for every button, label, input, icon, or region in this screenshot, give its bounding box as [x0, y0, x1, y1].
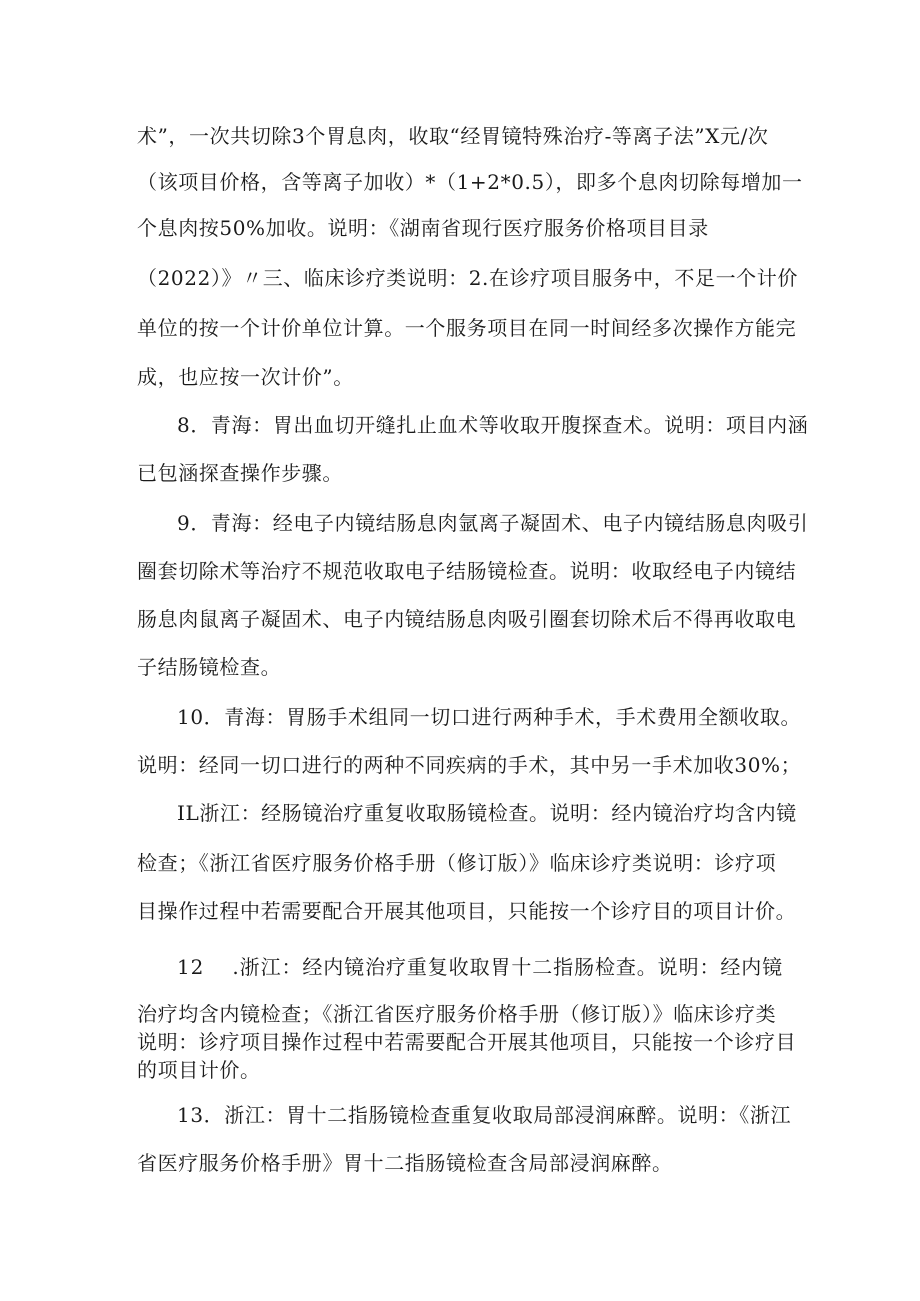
text-line-5: 单位的按一个计价单位计算。一个服务项目在同一时间经多次操作方能完	[137, 316, 797, 340]
paragraph-13-line-2: 省医疗服务价格手册》胃十二指肠镜检查含局部浸润麻醉。	[137, 1151, 673, 1175]
text-line-3: 个息肉按50%加收。说明：《湖南省现行医疗服务价格项目目录	[137, 216, 709, 240]
paragraph-11-line-1: IL浙江：经肠镜治疗重复收取肠镜检查。说明：经内镜治疗均含内镜	[177, 801, 797, 825]
paragraph-10-line-1: 10．青海：胃肠手术组同一切口进行两种手术，手术费用全额收取。	[177, 705, 802, 729]
paragraph-9-line-1: 9．青海：经电子内镜结肠息肉氩离子凝固术、电子内镜结肠息肉吸引	[177, 511, 809, 535]
text-line-6: 成，也应按一次计价”。	[137, 365, 354, 389]
paragraph-12-line-1: 12 .浙江：经内镜治疗重复收取胃十二指肠检查。说明：经内镜	[177, 955, 784, 979]
paragraph-13-line-1: 13．浙江：胃十二指肠镜检查重复收取局部浸润麻醉。说明：《浙江	[177, 1103, 792, 1127]
paragraph-12-line-4: 的项目计价。	[137, 1058, 261, 1082]
paragraph-10-line-2: 说明：经同一切口进行的两种不同疾病的手术，其中另一手术加收30%；	[137, 753, 802, 777]
text-line-4: （2022）》〃三、临床诊疗类说明：2.在诊疗项目服务中，不足一个计价	[137, 266, 798, 290]
paragraph-9-line-2: 圈套切除术等治疗不规范收取电子结肠镜检查。说明：收取经电子内镜结	[137, 559, 797, 583]
paragraph-11-line-2: 检查；《浙江省医疗服务价格手册（修订版）》临床诊疗类说明：诊疗项	[137, 851, 777, 875]
text-line-1: 术”，一次共切除3个胃息肉，收取“经胃镜特殊治疗-等离子法”X元/次	[137, 124, 769, 148]
paragraph-12-line-2: 治疗均含内镜检查；《浙江省医疗服务价格手册（修订版）》临床诊疗类	[137, 1002, 777, 1026]
paragraph-11-line-3: 目操作过程中若需要配合开展其他项目，只能按一个诊疗目的项目计价。	[137, 899, 797, 923]
paragraph-8-line-2: 已包涵探查操作步骤。	[137, 461, 343, 485]
paragraph-8-line-1: 8．青海：胃出血切开缝扎止血术等收取开腹探查术。说明：项目内涵	[177, 413, 809, 437]
text-line-2: （该项目价格，含等离子加收）*（1+2*0.5），即多个息肉切除每增加一	[137, 170, 803, 194]
paragraph-12-line-3: 说明：诊疗项目操作过程中若需要配合开展其他项目，只能按一个诊疗目	[137, 1030, 797, 1054]
paragraph-9-line-4: 子结肠镜检查。	[137, 655, 282, 679]
paragraph-9-line-3: 肠息肉鼠离子凝固术、电子内镜结肠息肉吸引圈套切除术后不得再收取电	[137, 607, 797, 631]
